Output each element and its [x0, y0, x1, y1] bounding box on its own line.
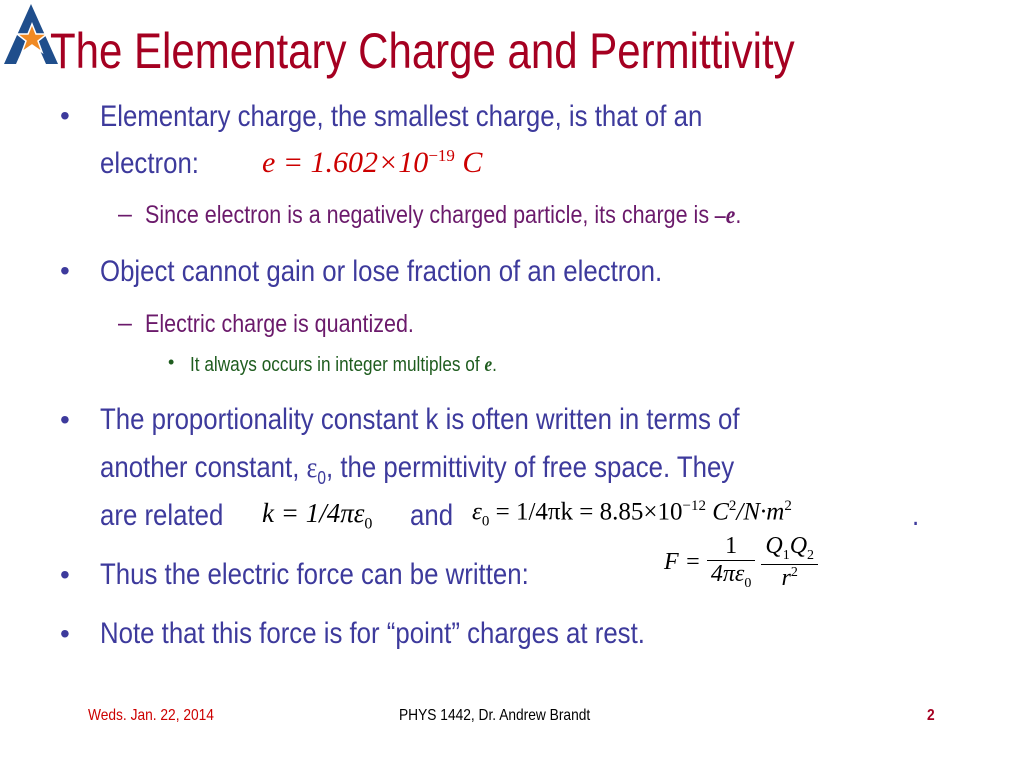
bullet-1-line-2: electron:	[100, 147, 199, 180]
footer-page-number: 2	[927, 707, 935, 724]
elementary-charge-equation: $e = 1.602\times 10^{-19}$ C	[262, 146, 483, 179]
and-label: and	[410, 499, 454, 532]
bullet-marker: •	[60, 559, 70, 590]
bullet-marker: •	[168, 352, 175, 372]
bullet-3-line-2: another constant, $\varepsilon_0$, the permittivity of free space. They	[100, 451, 735, 488]
electric-force-equation: F = $\frac{1}{4\pi\varepsilon_0}$ $\frac{Q_1Q_2}{r^2}$	[664, 533, 818, 592]
bullet-2-sub: Electric charge is quantized.	[145, 310, 414, 338]
bullet-marker: •	[60, 255, 70, 286]
bullet-marker: •	[60, 404, 70, 435]
bullet-3-line-1: The proportionality constant k is often written in terms of	[100, 403, 740, 436]
fraction-q1q2-over-r2: $\frac{Q_1Q_2}{r^2}$	[761, 533, 818, 592]
fraction-1-over-4-pi-eps0: $\frac{1}{4\pi\varepsilon_0}$	[707, 533, 755, 592]
bullet-4: Thus the electric force can be written:	[100, 558, 529, 591]
dash-marker: –	[118, 200, 132, 228]
dash-marker: –	[118, 309, 132, 337]
bullet-3-end: .	[912, 499, 920, 532]
bullet-3-line-3: are related	[100, 499, 224, 532]
bullet-1-line-1: Elementary charge, the smallest charge, is that of an	[100, 100, 703, 133]
bullet-2-subsub: It always occurs in integer multiples of e.	[190, 354, 497, 376]
bullet-2: Object cannot gain or lose fraction of an electron.	[100, 255, 663, 288]
permittivity-equation: $\varepsilon_0 = 1/4\pi k = 8.85\times 10^{-12}$ $C^2/N\cdot m^2$	[472, 498, 792, 530]
bullet-marker: •	[60, 100, 70, 131]
footer-date: Weds. Jan. 22, 2014	[88, 707, 214, 724]
bullet-1-sub: Since electron is a negatively charged particle, its charge is –e.	[145, 201, 742, 229]
slide-title: The Elementary Charge and Permittivity	[50, 23, 795, 79]
bullet-5: Note that this force is for “point” charges at rest.	[100, 617, 645, 650]
negative-e-symbol: –e	[715, 202, 736, 229]
k-relation-equation: $k = 1/4\pi\varepsilon_0$	[262, 498, 373, 533]
footer-course: PHYS 1442, Dr. Andrew Brandt	[399, 707, 591, 724]
bullet-marker: •	[60, 618, 70, 649]
